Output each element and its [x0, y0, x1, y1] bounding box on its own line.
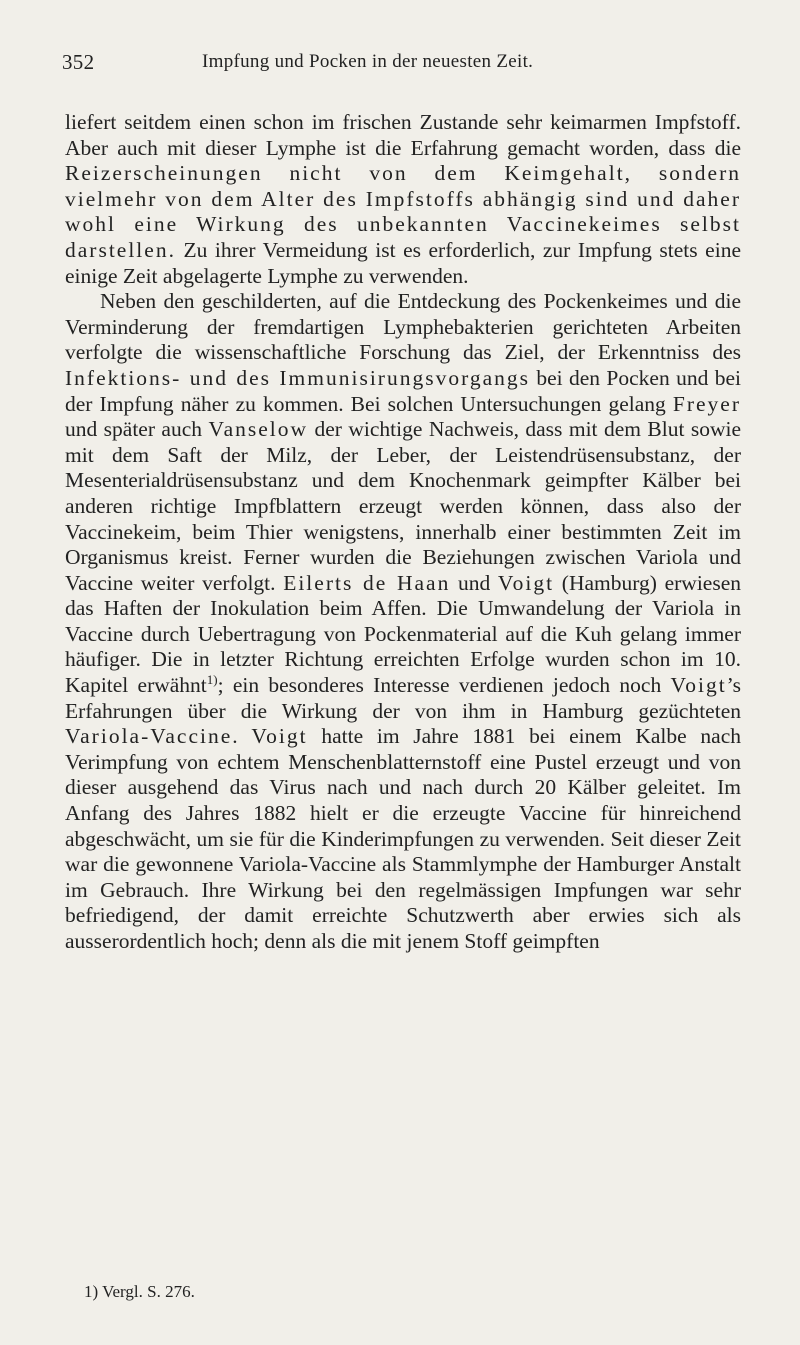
author-name: Freyer — [672, 391, 741, 416]
running-head: Impfung und Pocken in der neuesten Zeit. — [202, 51, 534, 72]
text-run: Zu ihrer Vermeidung ist es erforderlich, zur Impfung stets eine einige Zeit abgelagerte Lymphe zu verwenden. — [65, 237, 741, 288]
paragraph-1 — [65, 110, 741, 289]
emphasized-text: Reizerscheinungen nicht von dem Keimgehalt, sondern vielmehr von dem Alter des Impfstoffs abhängig sind und daher wohl eine Wirkung des unbekannten Vaccinekeimes selbst darstellen. — [65, 161, 741, 262]
paragraph-2 — [65, 289, 741, 954]
text-run: ; ein besonderes Interesse verdienen jedoch noch — [217, 673, 671, 698]
author-name: Voigt — [497, 570, 555, 595]
page-number: 352 — [62, 50, 95, 74]
text-run: hatte im Jahre 1881 bei einem Kalbe nach Verimpfung von echtem Menschenblatternstoff eine Pustel erzeugt und von dieser ausgehend das Virus nach und nach durch 20 Kälber geleitet. Im Anfang des Jahres 1882 hielt er die erzeugte Vaccine für hinreichend abgeschwächt, um sie für die Kinderimpfungen zu verwenden. Seit dieser Zeit war die gewonnene Variola-Vaccine als Stammlymphe der Hamburger Anstalt im Gebrauch. Ihre Wirkung bei den regelmässigen Impfungen war sehr befriedigend, der damit erreichte Schutzwerth aber erwies sich als ausserordentlich hoch; denn als die mit jenem Stoff geimpften — [65, 724, 742, 953]
text-run: und später auch — [65, 417, 209, 442]
text-run: liefert seitdem einen schon im frischen Zustande sehr keimarmen Impfstoff. Aber auch mit dieser Lymphe ist die Erfahrung gemacht worden, dass die — [65, 110, 741, 160]
text-run: Neben den geschilderten, auf die Entdeckung des Pockenkeimes und die Verminderung der fremdartigen Lymphebakterien gerichteten Arbeiten verfolgte die wissenschaftliche Forschung das Ziel, der Erkenntniss des — [65, 289, 741, 365]
text-run: und — [450, 570, 498, 595]
body-text — [65, 110, 741, 955]
text-run: der wichtige Nachweis, dass mit dem Blut sowie mit dem Saft der Milz, der Leber, der Leistendrüsensubstanz, der Mesenterialdrüsensubstanz und dem Knochenmark geimpfter Kälber bei anderen richtige Impfblattern erzeugt werden können, dass also der Vaccinekeim, beim Thier wenigstens, innerhalb einer bestimmten Zeit im Organismus kreist. Ferner wurden die Beziehungen zwischen Variola und Vaccine weiter verfolgt. — [65, 417, 742, 595]
author-name: Voigt — [251, 724, 308, 749]
text-run: ’s Erfahrungen über die Wirkung der von ihm in Hamburg gezüchteten — [65, 673, 742, 723]
page-header — [62, 50, 742, 80]
text-run: bei den Pocken und bei der Impfung näher zu kommen. Bei solchen Untersuchungen gelang — [65, 365, 741, 416]
footnote: 1) Vergl. S. 276. — [84, 1282, 195, 1301]
text-run: . — [232, 724, 252, 749]
author-name: Eilerts de Haan — [283, 570, 451, 595]
author-name: Voigt — [670, 673, 727, 698]
author-name: Vanselow — [208, 417, 309, 442]
emphasized-text: Infektions- und des Immunisirungsvorgangs — [65, 365, 530, 390]
emphasized-text: Variola-Vaccine — [65, 724, 233, 749]
footnote-marker: 1) — [206, 671, 218, 687]
text-run: (Hamburg) erwiesen das Haften der Inokulation beim Affen. Die Umwandelung der Variola in Vaccine durch Uebertragung von Pockenmaterial auf die Kuh gelang immer häufiger. Die in letzter Richtung erreichten Erfolge wurden schon im 10. Kapitel erwähnt — [65, 570, 741, 698]
